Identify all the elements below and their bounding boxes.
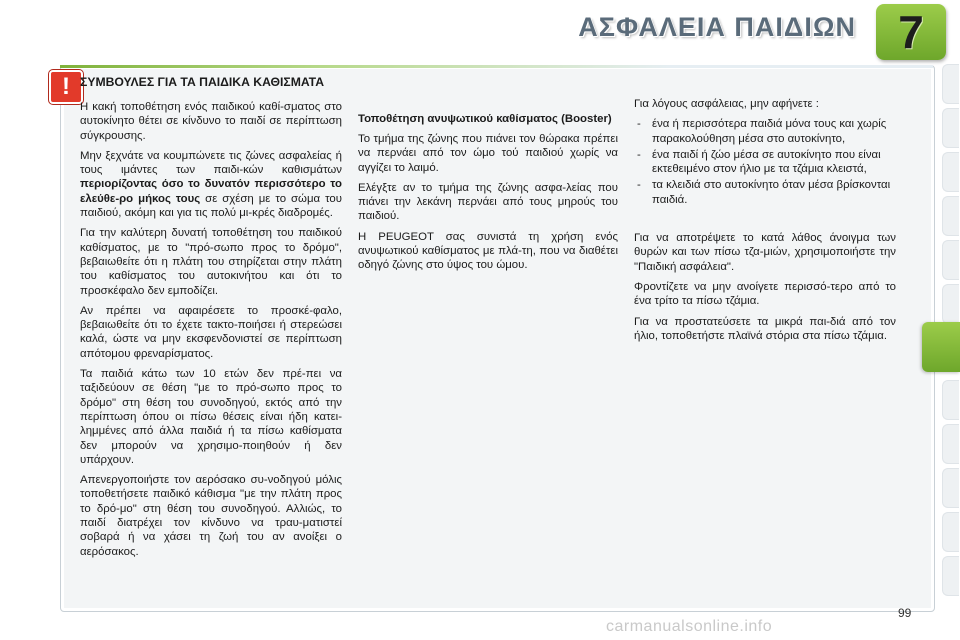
list-item xyxy=(634,117,896,146)
list-item-text: ένα παιδί ή ζώο μέσα σε αυτοκίνητο που είναι εκτεθειμένο στον ήλιο με τα τζάμια κλειστά, xyxy=(652,148,881,176)
panel-accent-line xyxy=(60,65,933,68)
paragraph: Για να προστατεύσετε τα μικρά παι-διά από τον ήλιο, τοποθετήστε πλαϊνά στόρια στα πίσω τζάμια. xyxy=(634,315,896,342)
side-tab-7-active[interactable] xyxy=(922,322,960,372)
paragraph: Για την καλύτερη δυνατή τοποθέτηση του παιδικού καθίσματος, με το "πρό-σωπο προς το δρόμο", βεβαιωθείτε ότι η πλάτη του στηρίζεται στην πλάτη του καθίσματος του αυτοκινήτου και ότι το προσκέφαλο δεν εμποδίζει. xyxy=(80,227,342,297)
page-number: 99 xyxy=(898,606,912,620)
side-tab-8[interactable] xyxy=(942,380,959,420)
side-tab-9[interactable] xyxy=(942,424,959,464)
side-tab-10[interactable] xyxy=(942,468,959,508)
side-tab-3[interactable] xyxy=(942,152,959,192)
list-item xyxy=(634,178,896,207)
side-tab-11[interactable] xyxy=(942,512,959,552)
paragraph: Ελέγξτε αν το τμήμα της ζώνης ασφα-λείας που πιάνει την λεκάνη περνάει από τους μηρούς του παιδιού. xyxy=(358,181,618,223)
side-tab-6[interactable] xyxy=(942,284,959,324)
exclamation-warning-icon xyxy=(49,70,83,104)
watermark: carmanualsonline.info xyxy=(606,618,773,635)
paragraph: Το τμήμα της ζώνης που πιάνει τον θώρακα πρέπει να περνάει από τον ώμο τού παιδιού χωρίς να αγγίζει το λαιμό. xyxy=(358,133,618,174)
warning-mark: ! xyxy=(62,73,70,100)
list-dash: - xyxy=(637,179,641,192)
spacer xyxy=(634,213,896,231)
chapter-side-tabs xyxy=(942,64,960,624)
side-tab-4[interactable] xyxy=(942,196,959,236)
list-intro: Για λόγους ασφάλειας, μην αφήνετε : xyxy=(634,98,819,110)
list-item xyxy=(634,148,896,177)
column-right xyxy=(634,97,896,349)
list-dash: - xyxy=(637,148,641,161)
paragraph: Φροντίζετε να μην ανοίγετε περισσό-τερο από το ένα τρίτο τα πίσω τζάμια. xyxy=(634,280,896,308)
booster-subheading: Τοποθέτηση ανυψωτικού καθίσματος (Booster) xyxy=(358,113,612,125)
list-item-text: τα κλειδιά στο αυτοκίνητο όταν μέσα βρίσκονται παιδιά. xyxy=(652,179,891,206)
paragraph-emphasis: περιορίζοντας όσο το δυνατόν περισσότερο το ελεύθε-ρο μήκος τους xyxy=(80,178,342,205)
side-tab-2[interactable] xyxy=(942,108,959,148)
side-tab-5[interactable] xyxy=(942,240,959,280)
side-tab-1[interactable] xyxy=(942,64,959,104)
paragraph: Αν πρέπει να αφαιρέσετε το προσκέ-φαλο, βεβαιωθείτε ότι το έχετε τακτο-ποιήσει ή στερεώσει καλά, ώστε να μην εκσφενδονιστεί σε περίπτωση απότομου φρεναρίσματος. xyxy=(80,304,342,360)
chapter-title: ΑΣΦΑΛΕΙΑ ΠΑΙΔΙΩΝ xyxy=(578,12,856,42)
list-dash: - xyxy=(637,118,641,131)
paragraph-text: Μην ξεχνάτε να κουμπώνετε τις ζώνες ασφαλείας ή τους ιμάντες των παιδι-κών καθισμάτων xyxy=(80,149,342,177)
paragraph: Τα παιδιά κάτω των 10 ετών δεν πρέ-πει να ταξιδεύουν σε θέση "με το πρό-σωπο προς το δρόμο" στη θέση του συνοδηγού, εκτός από την περίπτωση όπου οι πίσω θέσεις είναι ήδη κατει-λημμένες από άλλα παιδιά ή τα πίσω καθίσματα δεν μπορούν να χρησιμο-ποιηθούν ή δεν υπάρχουν. xyxy=(80,368,342,466)
paragraph: Για να αποτρέψετε το κατά λάθος άνοιγμα των θυρών και των πίσω τζα-μιών, χρησιμοποιήστε την "Παιδική ασφάλεια". xyxy=(634,232,896,273)
list-item-text: ένα ή περισσότερα παιδιά μόνα τους και χωρίς παρακολούθηση μέσα στο αυτοκίνητο, xyxy=(652,118,887,145)
column-middle xyxy=(358,112,618,279)
section-title: ΣΥΜΒΟΥΛΕΣ ΓΙΑ ΤΑ ΠΑΙΔΙΚΑ ΚΑΘΙΣΜΑΤΑ xyxy=(80,75,325,89)
paragraph: Η κακή τοποθέτηση ενός παιδικού καθί-σματος στο αυτοκίνητο θέτει σε κίνδυνο το παιδί σε περίπτωση σύγκρουσης. xyxy=(80,101,342,142)
chapter-badge xyxy=(876,4,946,60)
paragraph: Η PEUGEOT σας συνιστά τη χρήση ενός ανυψωτικού καθίσματος με πλά-τη, που να διαθέτει οδηγό ζώνης στο ύψος του ώμου. xyxy=(358,230,618,272)
paragraph: Απενεργοποιήστε τον αερόσακο συ-νοδηγού μόλις τοποθετήσετε παιδικό κάθισμα "με την πλάτη προς το δρό-μο" στη θέση του συνοδηγού. Αλλιώς, το παιδί διατρέχει τον κίνδυνο να τραυ-ματιστεί σοβαρά ή να χάσει τη ζωή του αν ανοίξει ο αερόσακος. xyxy=(80,474,342,558)
page-header xyxy=(0,0,960,68)
side-tab-12[interactable] xyxy=(942,556,959,596)
safety-list xyxy=(634,117,896,207)
column-left xyxy=(80,75,342,565)
paragraph-text: σε σχέση με το σώμα του παιδιού, ακόμη και για τις πολύ μι-κρές διαδρομές. xyxy=(80,192,342,220)
chapter-number: 7 xyxy=(898,6,924,58)
paragraph-belts xyxy=(80,149,342,220)
